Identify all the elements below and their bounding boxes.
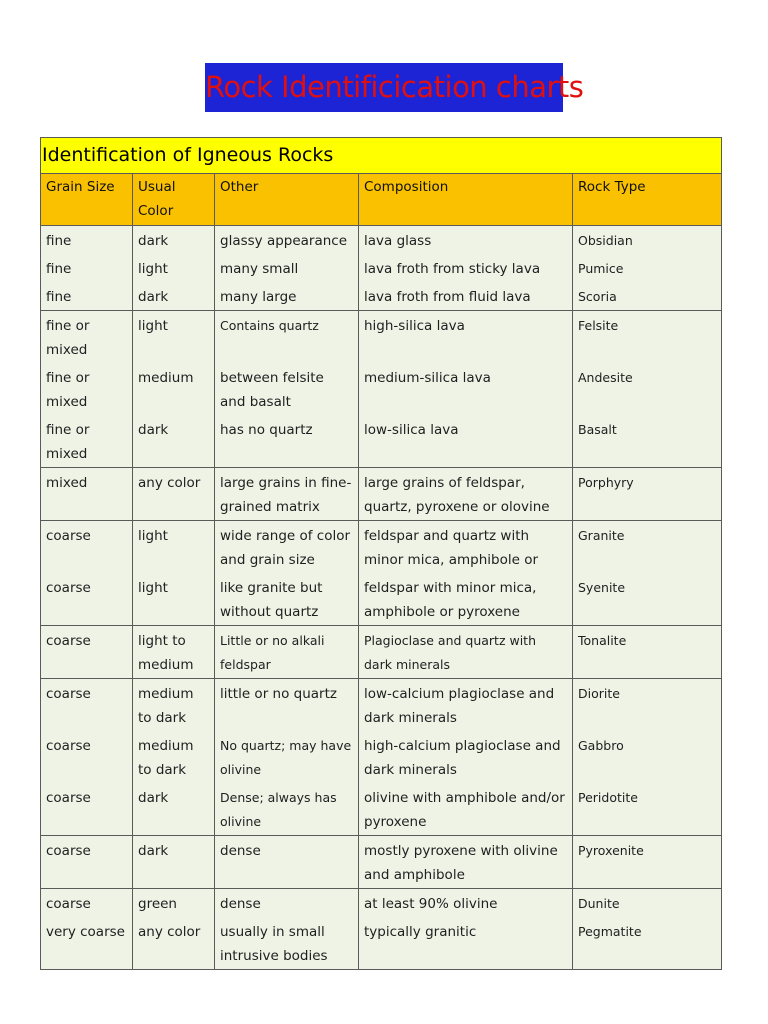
grain-size-cell: [41, 468, 133, 521]
column-header-other: Other: [215, 174, 359, 226]
other-text: dense: [220, 896, 261, 912]
grain-size-cell: [41, 311, 133, 468]
grain-size-cell: [41, 226, 133, 311]
composition-text: medium-silica lava: [364, 370, 491, 386]
grain-size-text: coarse: [46, 633, 91, 649]
column-header-rock-type: Rock Type: [573, 174, 722, 226]
usual-color-cell: [133, 679, 215, 836]
other-cell: [215, 521, 359, 626]
other-cell: [215, 226, 359, 311]
other-text: Contains quartz: [220, 318, 319, 333]
usual-color-text: dark: [138, 843, 169, 859]
usual-color-cell: [133, 311, 215, 468]
igneous-rocks-table: [40, 137, 722, 970]
table-row: [41, 836, 722, 889]
table-row: [41, 889, 722, 970]
composition-text: Plagioclase and quartz with dark minerals: [364, 633, 537, 672]
other-cell: [215, 889, 359, 970]
grain-size-text: fine or mixed: [46, 318, 90, 358]
usual-color-cell: [133, 468, 215, 521]
usual-color-text: light: [138, 261, 168, 277]
grain-size-text: coarse: [46, 686, 91, 702]
composition-text: mostly pyroxene with olivine and amphibole: [364, 843, 558, 883]
other-text: little or no quartz: [220, 686, 337, 702]
grain-size-cell: [41, 626, 133, 679]
usual-color-text: medium: [138, 370, 194, 386]
header-row: [41, 174, 722, 226]
usual-color-text: light to medium: [138, 633, 194, 673]
other-text: many small: [220, 261, 299, 277]
other-text: Little or no alkali feldspar: [220, 633, 325, 672]
usual-color-text: any color: [138, 924, 201, 940]
rock-type-cell: [573, 226, 722, 311]
grain-size-cell: [41, 889, 133, 970]
usual-color-text: dark: [138, 422, 169, 438]
composition-cell: [359, 679, 573, 836]
composition-cell: [359, 311, 573, 468]
rock-type-label: Tonalite: [578, 633, 627, 648]
usual-color-text: light: [138, 318, 168, 334]
grain-size-cell: [41, 679, 133, 836]
usual-color-text: dark: [138, 233, 169, 249]
composition-cell: [359, 836, 573, 889]
page-title: Rock Identificication charts: [205, 63, 563, 112]
usual-color-text: dark: [138, 790, 169, 806]
other-cell: [215, 626, 359, 679]
other-text: like granite but without quartz: [220, 580, 323, 620]
composition-cell: [359, 521, 573, 626]
grain-size-text: fine: [46, 233, 72, 249]
composition-text: high-calcium plagioclase and dark minerals: [364, 738, 561, 778]
composition-text: lava froth from fluid lava: [364, 289, 531, 305]
grain-size-text: mixed: [46, 475, 88, 491]
rock-type-label: Obsidian: [578, 233, 633, 248]
usual-color-cell: [133, 889, 215, 970]
other-text: large grains in fine-grained matrix: [220, 475, 352, 515]
grain-size-text: coarse: [46, 790, 91, 806]
other-cell: [215, 836, 359, 889]
other-text: many large: [220, 289, 297, 305]
other-cell: [215, 311, 359, 468]
rock-type-label: Pyroxenite: [578, 843, 644, 858]
column-header-composition: Composition: [359, 174, 573, 226]
rock-type-cell: [573, 468, 722, 521]
grain-size-text: fine: [46, 289, 72, 305]
usual-color-text: dark: [138, 289, 169, 305]
composition-text: at least 90% olivine: [364, 896, 498, 912]
other-text: No quartz; may have olivine: [220, 738, 352, 777]
table-row: [41, 521, 722, 626]
grain-size-text: fine or mixed: [46, 370, 90, 410]
grain-size-text: coarse: [46, 580, 91, 596]
rock-type-cell: [573, 679, 722, 836]
rock-type-label: Porphyry: [578, 475, 634, 490]
composition-cell: [359, 468, 573, 521]
composition-text: typically granitic: [364, 924, 477, 940]
usual-color-cell: [133, 521, 215, 626]
usual-color-text: light: [138, 580, 168, 596]
rock-type-label: Syenite: [578, 580, 626, 595]
table-row: [41, 679, 722, 836]
rock-type-cell: [573, 836, 722, 889]
table-caption: Identification of Igneous Rocks: [41, 138, 722, 174]
other-cell: [215, 679, 359, 836]
rock-type-label: Dunite: [578, 896, 620, 911]
rock-type-label: Scoria: [578, 289, 617, 304]
grain-size-text: very coarse: [46, 924, 125, 940]
composition-cell: [359, 889, 573, 970]
composition-text: large grains of feldspar, quartz, pyroxene or olovine: [364, 475, 550, 515]
grain-size-text: coarse: [46, 843, 91, 859]
composition-cell: [359, 226, 573, 311]
table-row: [41, 226, 722, 311]
other-text: dense: [220, 843, 261, 859]
table-row: [41, 311, 722, 468]
column-header-grain-size: Grain Size: [41, 174, 133, 226]
rock-type-label: Diorite: [578, 686, 620, 701]
composition-text: high-silica lava: [364, 318, 465, 334]
grain-size-text: coarse: [46, 896, 91, 912]
usual-color-text: medium to dark: [138, 686, 194, 726]
rock-type-cell: [573, 889, 722, 970]
composition-cell: [359, 626, 573, 679]
grain-size-text: coarse: [46, 528, 91, 544]
column-header-usual-color: Usual Color: [133, 174, 215, 226]
composition-text: lava glass: [364, 233, 432, 249]
other-text: wide range of color and grain size: [220, 528, 351, 568]
grain-size-text: fine or mixed: [46, 422, 90, 462]
grain-size-text: fine: [46, 261, 72, 277]
grain-size-text: coarse: [46, 738, 91, 754]
usual-color-text: any color: [138, 475, 201, 491]
rock-type-label: Andesite: [578, 370, 633, 385]
other-text: has no quartz: [220, 422, 313, 438]
usual-color-text: medium to dark: [138, 738, 194, 778]
rock-type-label: Pegmatite: [578, 924, 642, 939]
other-text: glassy appearance: [220, 233, 348, 249]
other-cell: [215, 468, 359, 521]
usual-color-text: green: [138, 896, 177, 912]
rock-type-label: Basalt: [578, 422, 617, 437]
table-body: [41, 226, 722, 970]
other-text: usually in small intrusive bodies: [220, 924, 328, 964]
composition-text: feldspar with minor mica, amphibole or pyroxene: [364, 580, 537, 620]
table-row: [41, 468, 722, 521]
rock-type-cell: [573, 521, 722, 626]
rock-type-label: Peridotite: [578, 790, 638, 805]
rock-type-cell: [573, 626, 722, 679]
grain-size-cell: [41, 836, 133, 889]
other-text: Dense; always has olivine: [220, 790, 337, 829]
usual-color-cell: [133, 836, 215, 889]
usual-color-cell: [133, 226, 215, 311]
rock-type-label: Gabbro: [578, 738, 624, 753]
rock-type-label: Granite: [578, 528, 625, 543]
composition-text: olivine with amphibole and/or pyroxene: [364, 790, 565, 830]
rock-type-cell: [573, 311, 722, 468]
other-text: between felsite and basalt: [220, 370, 324, 410]
composition-text: low-silica lava: [364, 422, 459, 438]
grain-size-cell: [41, 521, 133, 626]
rock-type-label: Felsite: [578, 318, 619, 333]
usual-color-cell: [133, 626, 215, 679]
composition-text: feldspar and quartz with minor mica, amphibole or: [364, 528, 539, 568]
table-row: [41, 626, 722, 679]
usual-color-text: light: [138, 528, 168, 544]
composition-text: low-calcium plagioclase and dark minerals: [364, 686, 555, 726]
composition-text: lava froth from sticky lava: [364, 261, 541, 277]
rock-type-label: Pumice: [578, 261, 624, 276]
